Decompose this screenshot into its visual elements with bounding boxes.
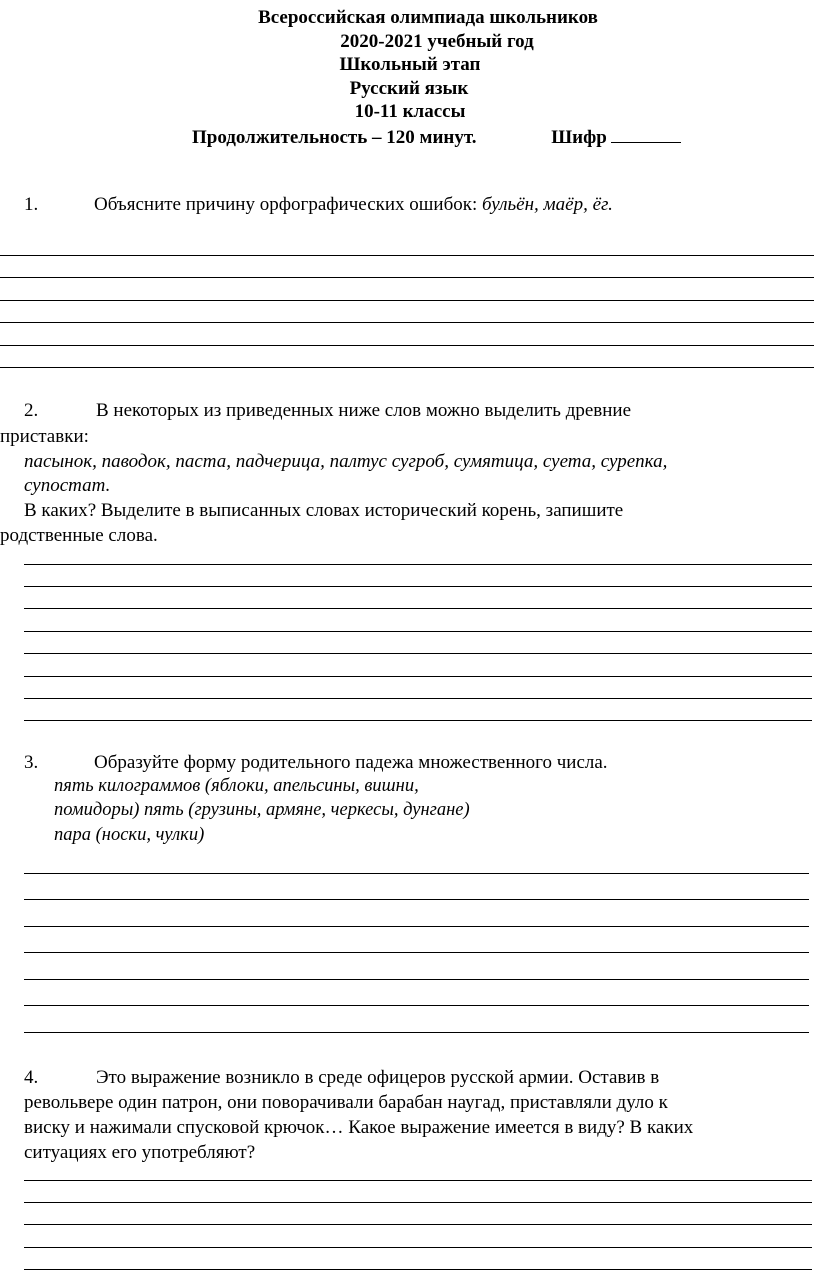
answer-line[interactable] [0,300,814,301]
question-1-number: 1. [24,194,39,215]
question-4-line4: ситуациях его употребляют? [24,1142,256,1163]
question-1-examples: бульён, маёр, ёг. [482,194,613,215]
answer-line[interactable] [24,1224,812,1225]
question-2-task-line1: В каких? Выделите в выписанных словах исторический корень, запишите [24,500,624,521]
question-1 [0,192,816,217]
answer-line[interactable] [24,720,812,721]
answer-line[interactable] [24,1202,812,1203]
question-2 [0,398,816,548]
answer-line[interactable] [24,1180,812,1181]
answer-line[interactable] [24,1032,809,1033]
answer-line[interactable] [0,322,814,323]
answer-line[interactable] [0,345,814,346]
answer-line[interactable] [0,255,814,256]
answer-line[interactable] [24,698,812,699]
duration: Продолжительность – 120 минут. [192,126,477,148]
answer-line[interactable] [0,367,814,368]
cipher-blank-line[interactable] [611,124,681,143]
answer-line[interactable] [24,653,812,654]
question-1-text-row [94,192,613,217]
answer-line[interactable] [24,608,812,609]
question-3-line3: пара (носки, чулки) [54,825,205,845]
answer-line[interactable] [24,631,812,632]
question-3 [0,750,816,850]
question-2-words-line2: супостат. [24,475,111,496]
question-4-number: 4. [24,1067,39,1088]
cipher-field [551,124,681,150]
answer-line[interactable] [24,1269,812,1270]
question-3-line1: пять килограммов (яблоки, апельсины, вишни, [54,776,419,796]
school-year: 2020-2021 учебный год [340,30,534,52]
answer-line[interactable] [24,926,809,927]
answer-line[interactable] [0,277,814,278]
grades: 10-11 классы [354,101,466,122]
question-3-line2: помидоры) пять (грузины, армяне, черкесы, дунгане) [54,800,470,820]
question-2-words-line1: пасынок, паводок, паста, падчерица, палтус сугроб, сумятица, суета, сурепка, [24,451,668,472]
answer-line[interactable] [24,873,809,874]
answer-line[interactable] [24,979,809,980]
answer-line[interactable] [24,1005,809,1006]
stage: Школьный этап [339,54,481,75]
question-3-number: 3. [24,752,39,773]
answer-line[interactable] [24,676,812,677]
question-4-line2: револьвере один патрон, они поворачивали барабан наугад, приставляли дуло к [24,1092,668,1113]
question-4-line1: Это выражение возникло в среде офицеров русской армии. Оставив в [96,1067,660,1088]
question-2-text-part2: приставки: [0,426,89,447]
answer-line[interactable] [24,899,809,900]
question-1-text: Объясните причину орфографических ошибок: [94,194,478,215]
answer-line[interactable] [24,586,812,587]
question-3-text: Образуйте форму родительного падежа множественного числа. [94,752,608,773]
answer-line[interactable] [24,1247,812,1248]
duration-row [0,124,816,150]
olympiad-title: Всероссийская олимпиада школьников [258,7,598,28]
question-2-number: 2. [24,400,39,421]
question-4 [0,1065,816,1165]
question-4-line3: виску и нажимали спусковой крючок… Какое выражение имеется в виду? В каких [24,1117,694,1138]
cipher-label: Шифр [551,126,607,148]
subject: Русский язык [349,77,469,99]
question-2-task-line2: родственные слова. [0,525,158,546]
document-header [0,6,816,149]
question-2-text-part1: В некоторых из приведенных ниже слов можно выделить древние [96,400,632,421]
answer-line[interactable] [24,952,809,953]
answer-line[interactable] [24,564,812,565]
